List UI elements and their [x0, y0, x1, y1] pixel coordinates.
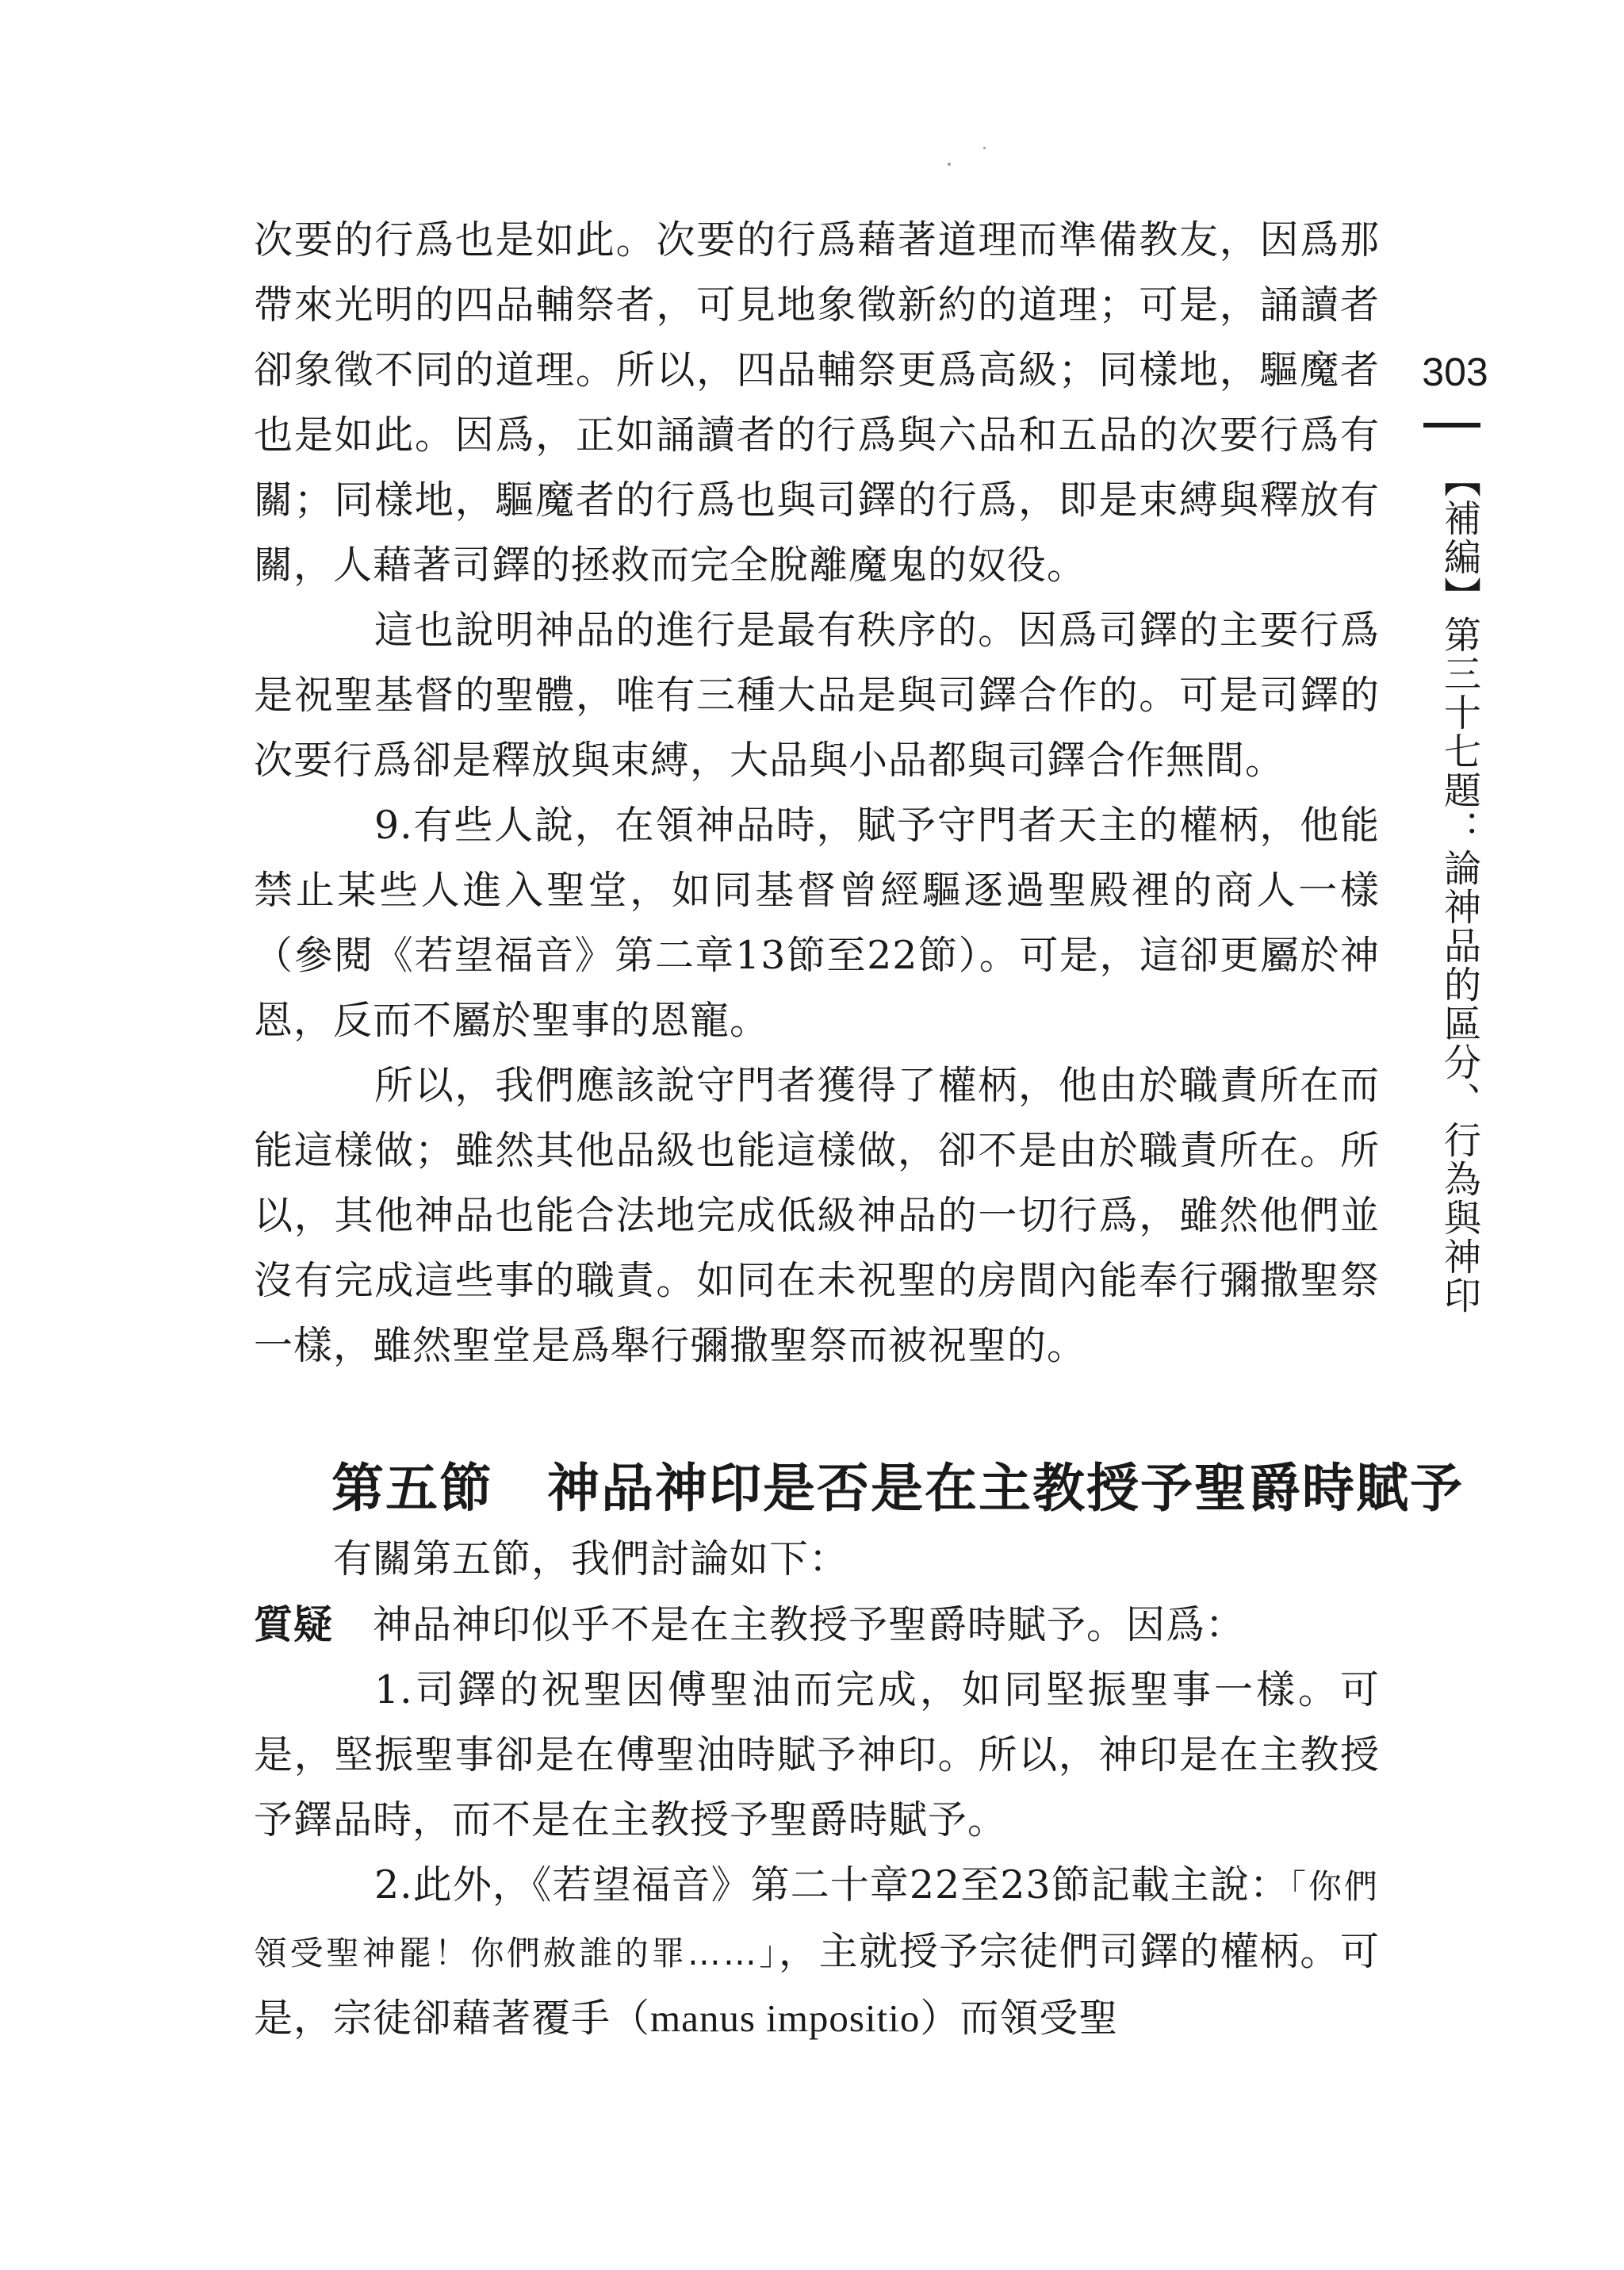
- point-2-middle: ，主就授予宗徒們司鐸的權柄。可是，宗徒卻藉著覆手（: [254, 1929, 1380, 2041]
- scripture-quote: 「你們領受聖神罷！你們赦誰的罪……」: [254, 1867, 1380, 1973]
- objection-label: 質疑: [254, 1601, 334, 1647]
- paragraph-3: 9.有些人說，在領神品時，賦予守門者天主的權柄，他能禁止某些人進入聖堂，如同基督曾經驅逐過聖殿裡的商人一樣（參閱《若望福音》第二章13節至22節）。可是，這卻更屬於神恩，反而不屬於聖事的恩寵。: [254, 803, 1380, 1043]
- main-text-lower: [254, 1527, 1380, 2051]
- page-number: 303: [1422, 350, 1488, 394]
- running-title: 【補編】第三十七題：論神品的區分、行為與神印: [1438, 460, 1481, 1315]
- section-intro: 有關第五節，我們討論如下：: [333, 1536, 849, 1582]
- paragraph-1: 次要的行爲也是如此。次要的行爲藉著道理而準備教友，因爲那帶來光明的四品輔祭者，可見地象徵新約的道理；可是，誦讀者卻象徵不同的道理。所以，四品輔祭更爲高級；同樣地，驅魔者也是如此。因爲，正如誦讀者的行爲與六品和五品的次要行爲有關；同樣地，驅魔者的行爲也與司鐸的行爲，即是束縛與釋放有關，人藉著司鐸的拯救而完全脫離魔鬼的奴役。: [254, 217, 1380, 588]
- latin-term: manus impositio: [650, 1996, 921, 2040]
- main-text-upper: [254, 208, 1380, 1378]
- paragraph-4: 所以，我們應該說守門者獲得了權柄，他由於職責所在而能這樣做；雖然其他品級也能這樣做，卻不是由於職責所在。所以，其他神品也能合法地完成低級神品的一切行爲，雖然他們並沒有完成這些事的職責。如同在未祝聖的房間內能奉行彌撒聖祭一樣，雖然聖堂是爲舉行彌撒聖祭而被祝聖的。: [254, 1063, 1380, 1368]
- objection-text: 神品神印似乎不是在主教授予聖爵時賦予。因爲：: [373, 1602, 1246, 1647]
- header-rule: [1423, 423, 1480, 428]
- paragraph-2: 這也說明神品的進行是最有秩序的。因爲司鐸的主要行爲是祝聖基督的聖體，唯有三種大品是與司鐸合作的。可是司鐸的次要行爲卻是釋放與束縛，大品與小品都與司鐸合作無間。: [254, 608, 1380, 783]
- paper-speck: [983, 147, 986, 149]
- section-heading: 第五節 神品神印是否是在主教授予聖爵時賦予: [331, 1460, 1464, 1518]
- objection-point-1: 1.司鐸的祝聖因傅聖油而完成，如同堅振聖事一樣。可是，堅振聖事卻是在傅聖油時賦予神印。所以，神印是在主教授予鐸品時，而不是在主教授予聖爵時賦予。: [254, 1667, 1380, 1842]
- point-2-end: ）而領受聖: [920, 1996, 1119, 2041]
- point-2-start: 2.此外，《若望福音》第二十章22至23節記載主說：: [374, 1862, 1289, 1908]
- objection-line: [254, 1592, 1380, 1658]
- objection-point-2: [254, 1853, 1380, 2051]
- paper-speck: [948, 163, 951, 166]
